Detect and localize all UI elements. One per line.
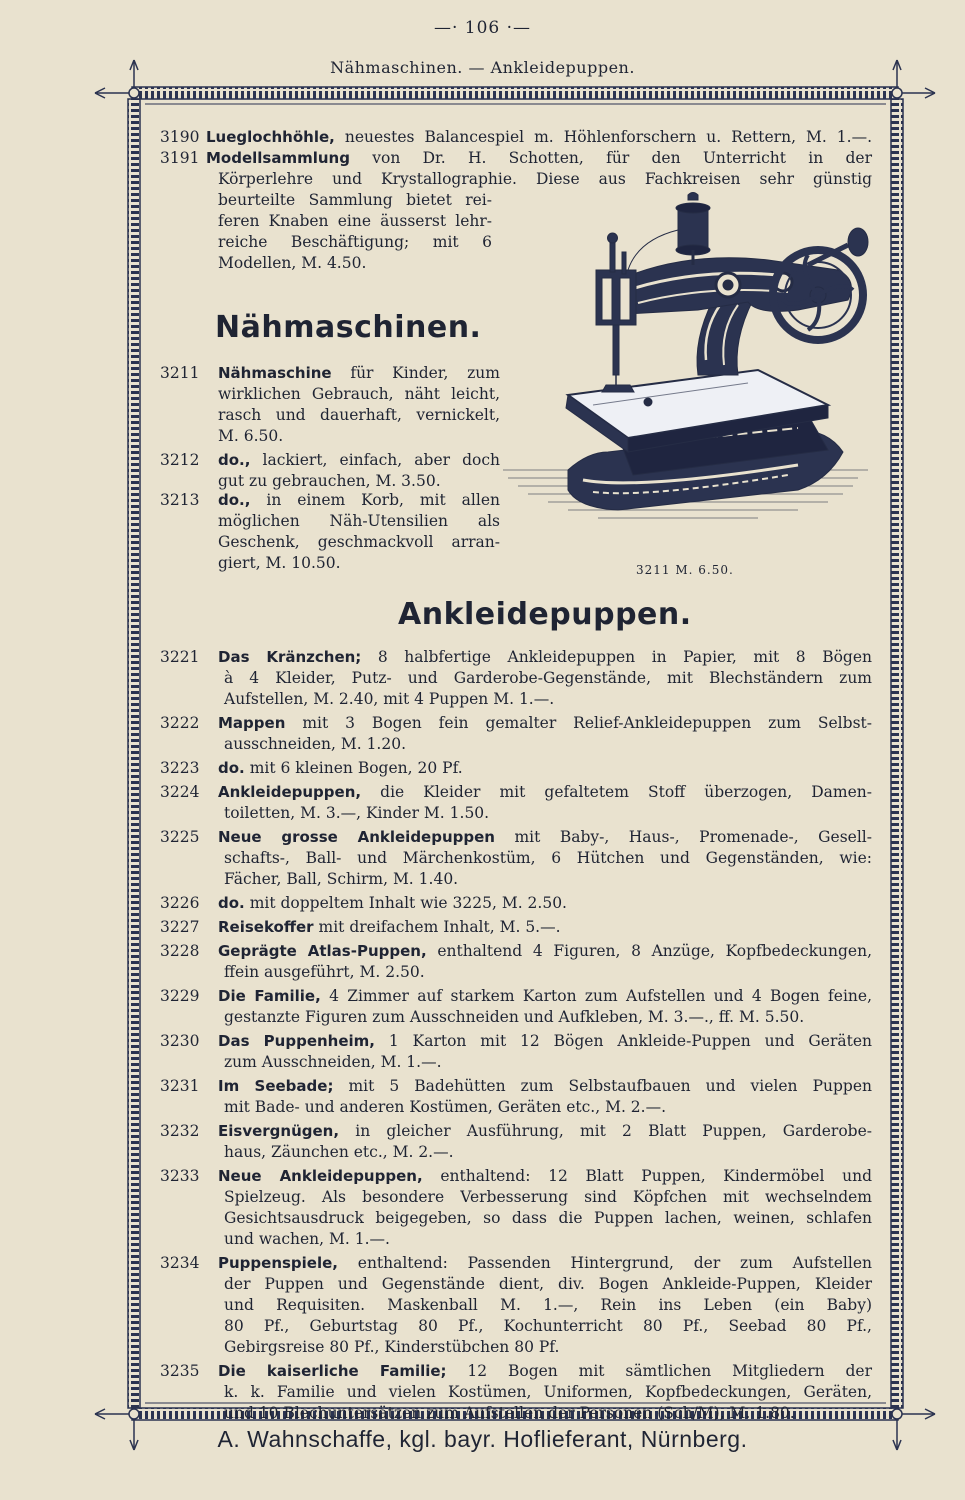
entry-heading: Mappen	[218, 714, 286, 732]
entry-heading: do.	[218, 894, 245, 912]
entry-heading: Puppenspiele,	[218, 1254, 338, 1272]
entry-heading: Neue grosse Ankleidepuppen	[218, 828, 495, 846]
entry-heading: Die kaiserliche Familie;	[218, 1362, 447, 1380]
page-number: —· 106 ·—	[433, 18, 532, 38]
entry-heading: Eisvergnügen,	[218, 1122, 340, 1140]
entry-heading: do.,	[218, 491, 251, 509]
entry-heading: Reisekoffer	[218, 918, 314, 936]
entry-heading: Die Familie,	[218, 987, 321, 1005]
entry-heading: Lueglochhöhle,	[206, 128, 335, 146]
entry-heading: Modellsammlung	[206, 149, 350, 167]
entry-heading: Das Kränzchen;	[218, 648, 362, 666]
entry-heading: Geprägte Atlas-Puppen,	[218, 942, 427, 960]
publisher-footer: A. Wahnschaffe, kgl. bayr. Hoflieferant, Nürnberg.	[217, 1426, 748, 1452]
entry-heading: Ankleidepuppen,	[218, 783, 362, 801]
running-head: Nähmaschinen. — Ankleidepuppen.	[330, 58, 635, 77]
section-title-dress-up-dolls: Ankleidepuppen.	[398, 597, 692, 632]
entry-heading: Das Puppenheim,	[218, 1032, 375, 1050]
illustration-caption: 3211 M. 6.50.	[636, 563, 734, 577]
sewing-machine-illustration	[498, 190, 878, 540]
entry-heading: do.,	[218, 451, 251, 469]
entry-heading: Neue Ankleidepuppen,	[218, 1167, 423, 1185]
entry-heading: Nähmaschine	[218, 364, 332, 382]
section-title-sewing-machines: Nähmaschinen.	[215, 310, 482, 345]
catalog-entry-3191: 3191 Modellsammlung von Dr. H. Schotten, für den Unterricht in der Körperlehre und Krystallographie. Diese aus Fachkreisen sehr günstig beurteilte Sammlung bietet rei- feren Knaben eine äusserst lehr- reiche Beschäftigung; mit 6 Modellen, M. 4.50.	[160, 149, 872, 272]
entry-heading: do.	[218, 759, 245, 777]
entry-heading: Im Seebade;	[218, 1077, 334, 1095]
